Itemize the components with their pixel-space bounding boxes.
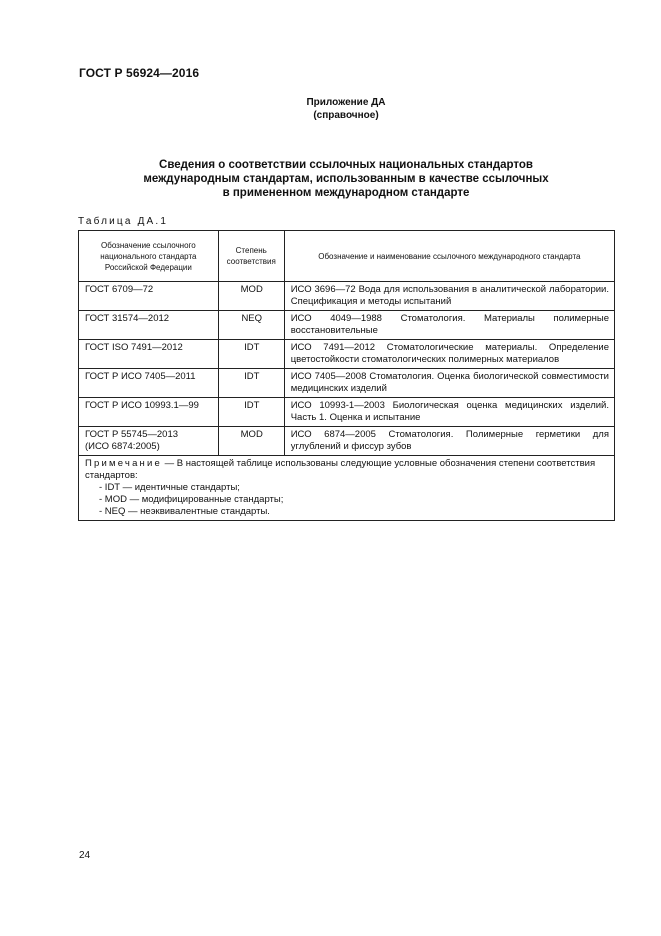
cell-degree: IDT xyxy=(218,340,284,369)
cell-national: ГОСТ 6709—72 xyxy=(79,282,219,311)
national-code-equivalent: (ИСО 6874:2005) xyxy=(85,441,160,452)
note-item: - MOD — модифицированные стандарты; xyxy=(99,494,284,505)
cell-degree: IDT xyxy=(218,369,284,398)
section-title-line: Сведения о соответствии ссылочных национальных стандартов xyxy=(159,159,533,171)
table-row xyxy=(79,369,615,398)
reference-standards-table xyxy=(78,230,615,521)
cell-degree: MOD xyxy=(218,427,284,456)
note-item: - IDT — идентичные стандарты; xyxy=(99,482,240,493)
national-code: ГОСТ Р 55745—2013 xyxy=(85,429,179,440)
section-title-line: международным стандартам, использованным в качестве ссылочных xyxy=(143,173,549,185)
cell-degree: IDT xyxy=(218,398,284,427)
cell-international: ИСО 10993-1—2003 Биологическая оценка медицинских изделий. Часть 1. Оценка и испытание xyxy=(284,398,614,427)
table-row xyxy=(79,427,615,456)
cell-national: ГОСТ Р ИСО 7405—2011 xyxy=(79,369,219,398)
table-note-row xyxy=(79,456,615,521)
table-row xyxy=(79,311,615,340)
header-international-standard: Обозначение и наименование ссылочного международного стандарта xyxy=(284,231,614,282)
cell-national: ГОСТ ISO 7491—2012 xyxy=(79,340,219,369)
header-degree: Степень соответствия xyxy=(218,231,284,282)
document-code: ГОСТ Р 56924—2016 xyxy=(79,66,200,80)
cell-national: ГОСТ Р ИСО 10993.1—99 xyxy=(79,398,219,427)
cell-international: ИСО 3696—72 Вода для использования в аналитической лаборатории. Спецификация и методы испытаний xyxy=(284,282,614,311)
section-title xyxy=(0,158,661,200)
cell-national: ГОСТ 31574—2012 xyxy=(79,311,219,340)
cell-international: ИСО 7491—2012 Стоматологические материалы. Определение цветостойкости стоматологических полимерных материалов xyxy=(284,340,614,369)
page-number: 24 xyxy=(79,850,91,861)
table-label: Таблица ДА.1 xyxy=(78,216,169,227)
table-row xyxy=(79,340,615,369)
table-header-row xyxy=(79,231,615,282)
cell-international: ИСО 4049—1988 Стоматология. Материалы полимерные восстановительные xyxy=(284,311,614,340)
table-row xyxy=(79,282,615,311)
cell-degree: NEQ xyxy=(218,311,284,340)
appendix-title: Приложение ДА xyxy=(306,97,386,108)
appendix-type: (справочное) xyxy=(313,110,379,121)
section-title-line: в примененном международном стандарте xyxy=(222,187,470,199)
table-row xyxy=(79,398,615,427)
cell-degree: MOD xyxy=(218,282,284,311)
note-item: - NEQ — неэквивалентные стандарты. xyxy=(99,506,270,517)
note-text: — В настоящей таблице использованы следующие условные обозначения степени соответствия стандартов: xyxy=(85,458,596,481)
header-national-standard: Обозначение ссылочного национального стандарта Российской Федерации xyxy=(79,231,219,282)
cell-national xyxy=(79,427,219,456)
table-note xyxy=(79,456,615,521)
note-prefix: Примечание xyxy=(85,458,162,469)
appendix-heading xyxy=(0,96,661,122)
cell-international: ИСО 6874—2005 Стоматология. Полимерные герметики для углублений и фиссур зубов xyxy=(284,427,614,456)
cell-international: ИСО 7405—2008 Стоматология. Оценка биологической совместимости медицинских изделий xyxy=(284,369,614,398)
